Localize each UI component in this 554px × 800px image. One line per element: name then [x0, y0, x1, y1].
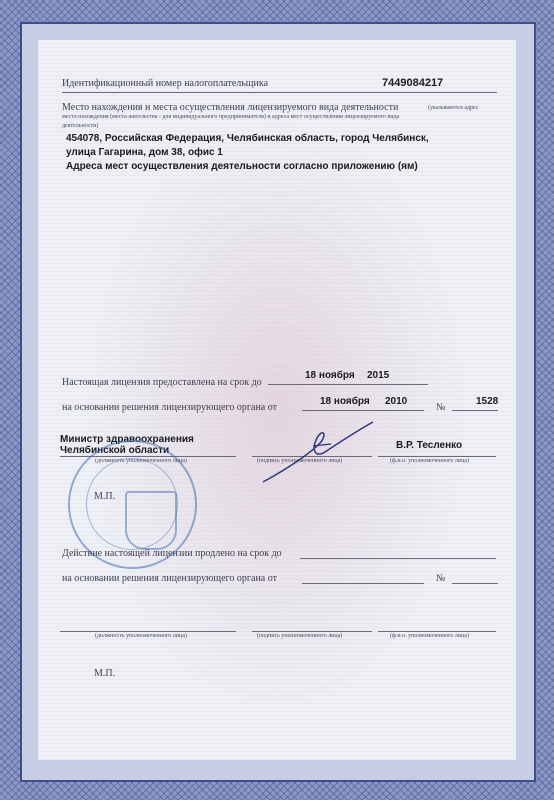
- address-line-2: улица Гагарина, дом 38, офис 1: [66, 147, 223, 158]
- decision-number-sign: №: [436, 402, 446, 413]
- extension-signature-underline: [252, 631, 372, 632]
- term-label: Настоящая лицензия предоставлена на срок до: [62, 377, 262, 388]
- extension-position-underline: [60, 631, 236, 632]
- stamp-inner-ring: [86, 458, 178, 550]
- decision-year: 2010: [385, 396, 408, 407]
- extension-seal-label: М.П.: [94, 668, 116, 679]
- decision-label: на основании решения лицензирующего органа от: [62, 402, 277, 413]
- extension-signature-caption: (подпись уполномоченного лица): [257, 633, 343, 639]
- decision-date: 18 ноября: [320, 396, 370, 407]
- term-date: 18 ноября: [305, 370, 355, 381]
- seal-label: М.П.: [94, 491, 116, 502]
- extension-name-caption: (ф.и.о. уполномоченного лица): [390, 633, 469, 639]
- decision-date-underline: [302, 410, 424, 411]
- extension-number-underline: [452, 583, 498, 584]
- decision-number: 1528: [476, 396, 499, 407]
- location-note-2: места нахождения (места жительства - для индивидуального предпринимателя) и адреса мест осуществления лицензируемого вида: [62, 114, 400, 120]
- signatory-position-line-2: Челябинской области: [60, 445, 170, 456]
- taxpayer-value: 7449084217: [382, 77, 444, 89]
- term-underline: [268, 384, 428, 385]
- coat-of-arms-icon: [125, 491, 177, 550]
- extension-decision-label: на основании решения лицензирующего органа от: [62, 573, 277, 584]
- signatory-name: В.Р. Тесленко: [396, 440, 463, 451]
- signatory-position-line-1: Министр здравоохранения: [60, 434, 194, 445]
- signature-mark: [255, 418, 380, 488]
- taxpayer-label: Идентификационный номер налогоплательщика: [62, 78, 269, 89]
- extension-date-underline: [302, 583, 424, 584]
- location-note-3: деятельности): [62, 123, 99, 129]
- extension-name-underline: [378, 631, 496, 632]
- extension-number-sign: №: [436, 573, 446, 584]
- extension-term-underline: [300, 558, 496, 559]
- address-line-3: Адреса мест осуществления деятельности согласно приложению (ям): [66, 161, 418, 172]
- name-caption: (ф.и.о. уполномоченного лица): [390, 458, 469, 464]
- term-year: 2015: [367, 370, 390, 381]
- extension-position-caption: (должность уполномоченного лица): [95, 633, 187, 639]
- location-label: Место нахождения и места осуществления лицензируемого вида деятельности: [62, 102, 399, 113]
- location-note-1: (указываются адрес: [428, 105, 479, 111]
- signature-caption: (подпись уполномоченного лица): [257, 458, 343, 464]
- extension-label: Действие настоящей лицензии продлено на срок до: [62, 548, 282, 559]
- taxpayer-underline: [62, 92, 497, 93]
- decision-number-underline: [452, 410, 498, 411]
- position-caption: (должность уполномоченного лица): [95, 458, 187, 464]
- name-underline: [378, 456, 496, 457]
- address-line-1: 454078, Российская Федерация, Челябинская область, город Челябинск,: [66, 133, 429, 144]
